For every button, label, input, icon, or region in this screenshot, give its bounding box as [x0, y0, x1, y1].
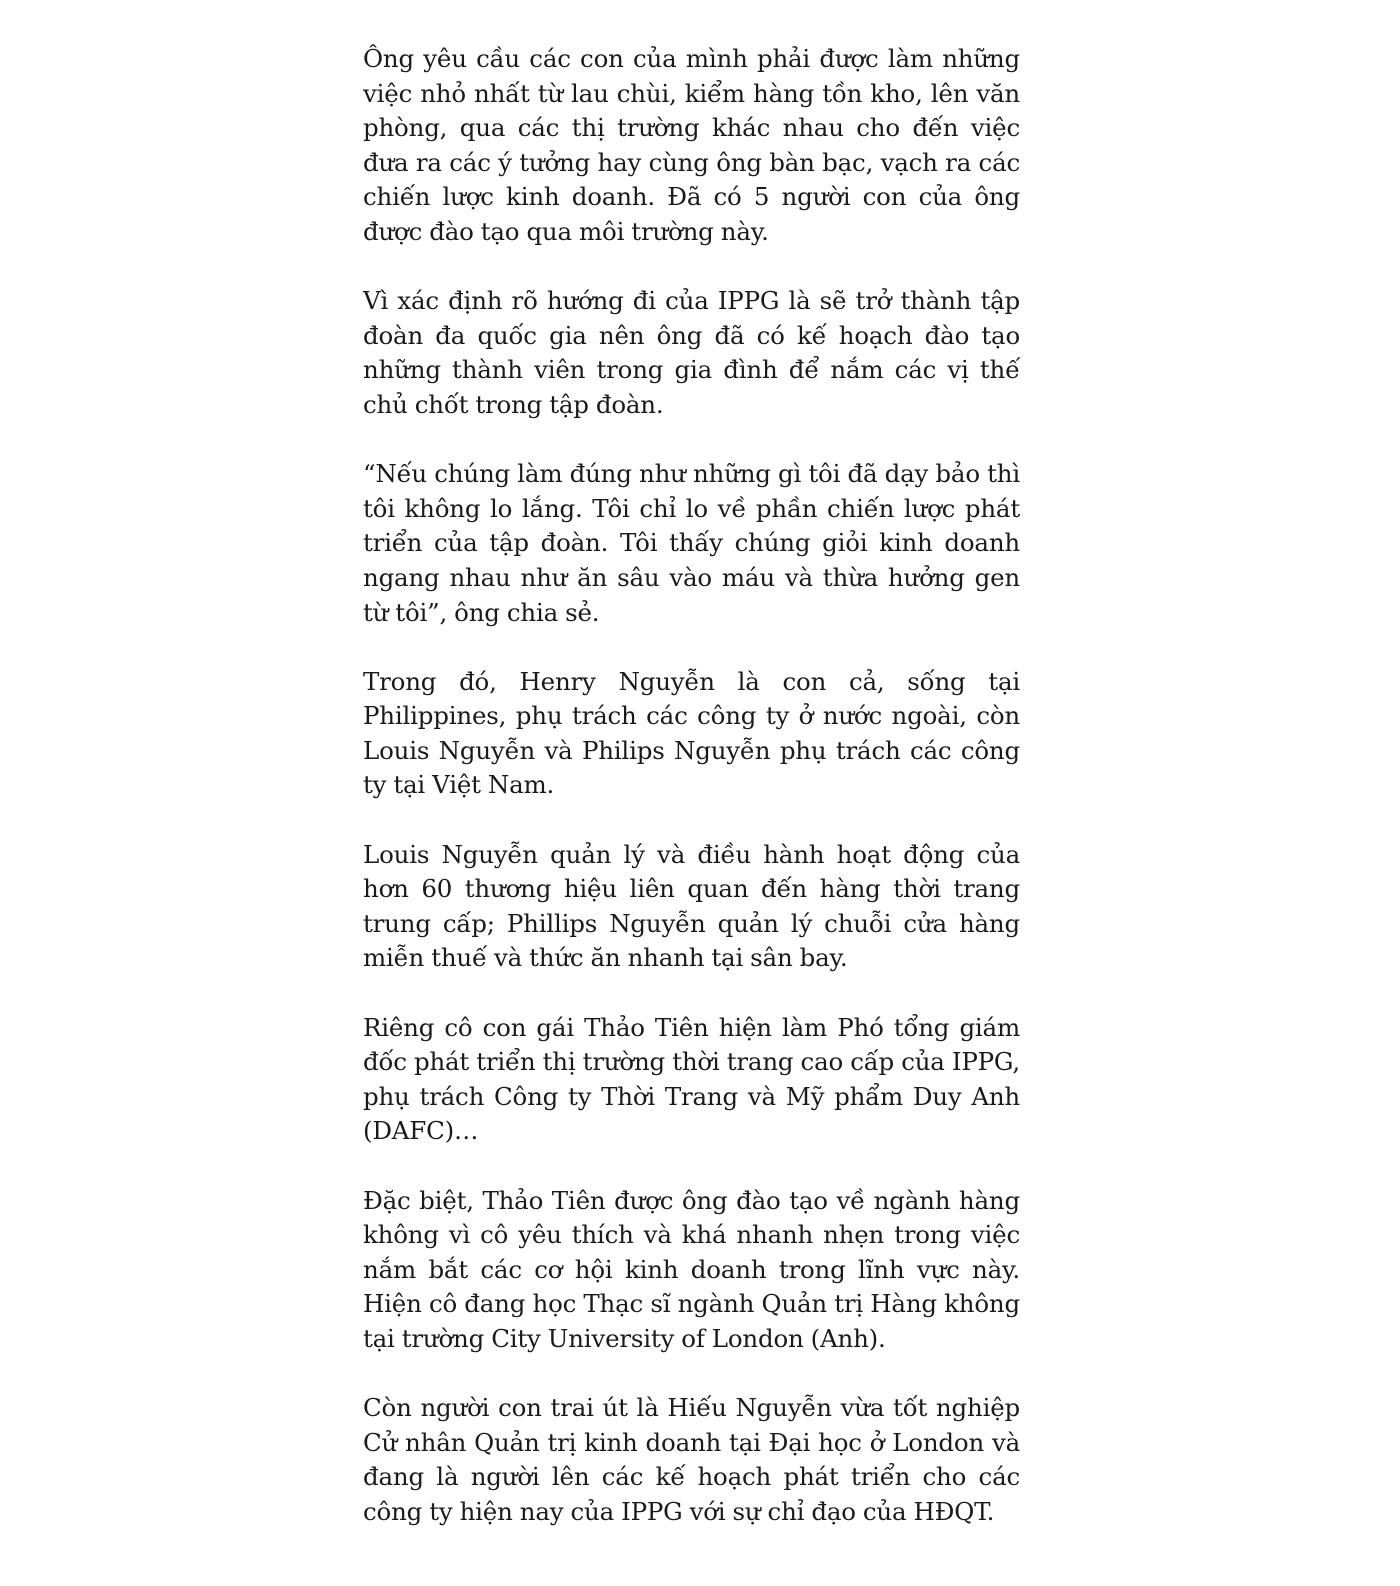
- paragraph-thao-tien-aviation: Đặc biệt, Thảo Tiên được ông đào tạo về ngành hàng không vì cô yêu thích và khá nhanh nhẹn trong việc nắm bắt các cơ hội kinh doanh trong lĩnh vực này. Hiện cô đang học Thạc sĩ ngành Quản trị Hàng không tại trường City University of London (Anh).: [363, 1185, 1020, 1353]
- paragraph-thao-tien: Riêng cô con gái Thảo Tiên hiện làm Phó tổng giám đốc phát triển thị trường thời trang cao cấp của IPPG, phụ trách Công ty Thời Trang và Mỹ phẩm Duy Anh (DAFC)…: [363, 1012, 1020, 1146]
- paragraph-hieu-nguyen: Còn người con trai út là Hiếu Nguyễn vừa tốt nghiệp Cử nhân Quản trị kinh doanh tại Đại học ở London và đang là người lên các kế hoạch phát triển cho các công ty hiện nay của IPPG với sự chỉ đạo của HĐQT.: [363, 1393, 1020, 1526]
- paragraph-ippg-direction: Vì xác định rõ hướng đi của IPPG là sẽ trở thành tập đoàn đa quốc gia nên ông đã có kế hoạch đào tạo những thành viên trong gia đình để nắm các vị thế chủ chốt trong tập đoàn.: [363, 286, 1020, 419]
- paragraph-quote: “Nếu chúng làm đúng như những gì tôi đã dạy bảo thì tôi không lo lắng. Tôi chỉ lo về phần chiến lược phát triển của tập đoàn. Tôi thấy chúng giỏi kinh doanh ngang nhau như ăn sâu vào máu và thừa hưởng gen từ tôi”, ông chia sẻ.: [363, 459, 1020, 627]
- paragraph-henry-nguyen: Trong đó, Henry Nguyễn là con cả, sống tại Philippines, phụ trách các công ty ở nước ngoài, còn Louis Nguyễn và Philips Nguyễn phụ trách các công ty tại Việt Nam.: [363, 666, 1020, 800]
- paragraph-louis-phillips: Louis Nguyễn quản lý và điều hành hoạt động của hơn 60 thương hiệu liên quan đến hàng thời trang trung cấp; Phillips Nguyễn quản lý chuỗi cửa hàng miễn thuế và thức ăn nhanh tại sân bay.: [363, 839, 1020, 973]
- paragraph-children-training: Ông yêu cầu các con của mình phải được làm những việc nhỏ nhất từ lau chùi, kiểm hàng tồn kho, lên văn phòng, qua các thị trường khác nhau cho đến việc đưa ra các ý tưởng hay cùng ông bàn bạc, vạch ra các chiến lược kinh doanh. Đã có 5 người con của ông được đào tạo qua môi trường này.: [363, 44, 1020, 246]
- article-body: [363, 42, 1020, 1530]
